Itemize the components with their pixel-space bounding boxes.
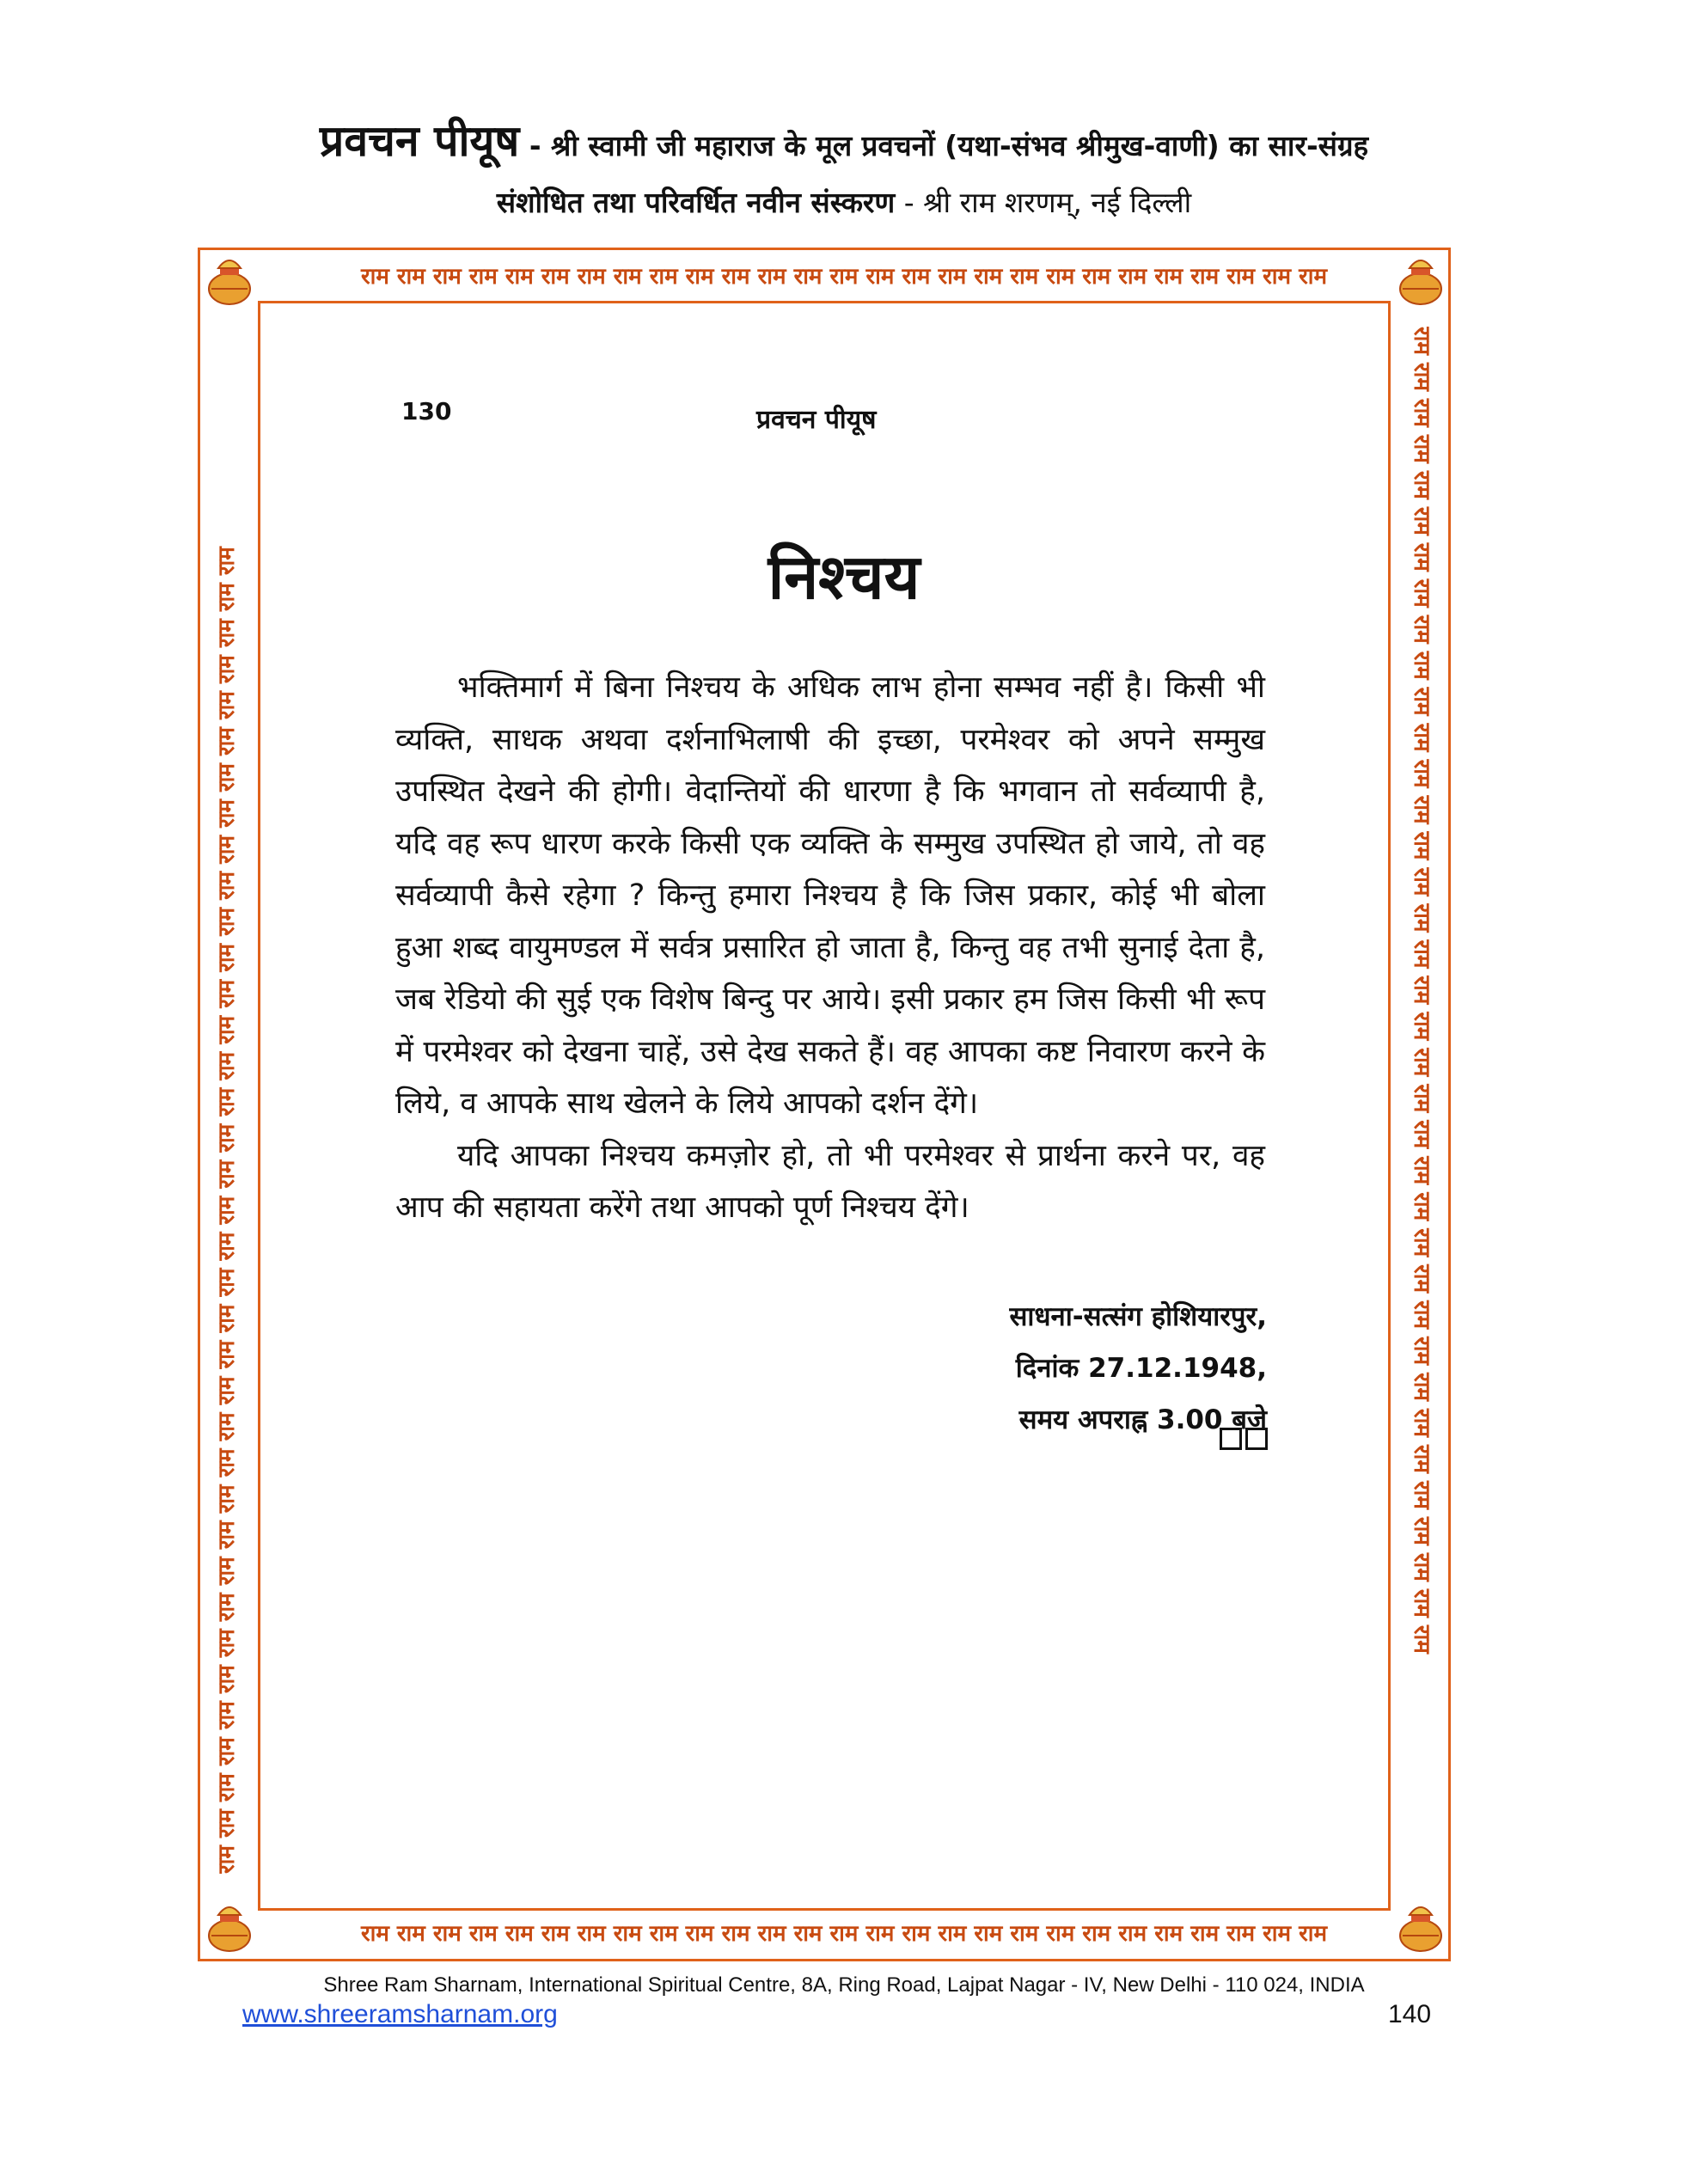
border-bottom-ram-row: राम राम राम राम राम राम राम राम राम राम राम राम राम राम राम राम राम राम राम राम राम राम राम राम राम राम राम	[360, 1921, 1328, 1947]
header-title-line	[0, 110, 1688, 168]
footer-address: Shree Ram Sharnam, International Spiritual Centre, 8A, Ring Road, Lajpat Nagar - IV, New Delhi - 110 024, INDIA	[323, 1973, 1365, 1997]
kalash-icon	[203, 251, 256, 308]
header-edition-line	[0, 182, 1688, 221]
border-right-ram-column: राम राम राम राम राम राम राम राम राम राम राम राम राम राम राम राम राम राम राम राम राम राम राम राम राम राम राम राम राम राम राम राम राम राम राम राम राम	[1409, 327, 1434, 1654]
body-text	[395, 662, 1265, 1234]
signature-date: दिनांक 27.12.1948,	[1015, 1353, 1267, 1384]
end-mark	[1216, 1428, 1268, 1453]
kalash-icon	[1394, 251, 1447, 308]
kalash-icon	[1394, 1898, 1447, 1955]
signature-time: समय अपराह्न 3.00 बजे	[1018, 1404, 1267, 1435]
publisher-label: - श्री राम शरणम्, नई दिल्ली	[895, 186, 1192, 219]
book-page-number: 130	[401, 397, 452, 425]
square-icon	[1220, 1428, 1242, 1450]
book-subtitle: - श्री स्वामी जी महाराज के मूल प्रवचनों (यथा-संभव श्रीमुख-वाणी) का सार-संग्रह	[519, 129, 1369, 162]
square-icon	[1245, 1428, 1268, 1450]
signature-block	[1009, 1291, 1267, 1446]
website-link[interactable]: www.shreeramsharnam.org	[242, 2000, 558, 2028]
border-left-ram-column: राम राम राम राम राम राम राम राम राम राम राम राम राम राम राम राम राम राम राम राम राम राम राम राम राम राम राम राम राम राम राम राम राम राम राम राम राम	[214, 547, 240, 1874]
signature-place: साधना-सत्संग होशियारपुर,	[1009, 1301, 1267, 1332]
paragraph: यदि आपका निश्चय कमज़ोर हो, तो भी परमेश्वर से प्रार्थना करने पर, वह आप की सहायता करेंगे तथा आपको पूर्ण निश्चय देंगे।	[395, 1138, 1265, 1225]
paragraph: भक्तिमार्ग में बिना निश्चय के अधिक लाभ होना सम्भव नहीं है। किसी भी व्यक्ति, साधक अथवा दर्शनाभिलाषी की इच्छा, परमेश्वर को अपने सम्मुख उपस्थित देखने की होगी। वेदान्तियों की धारणा है कि भगवान तो सर्वव्यापी है, यदि वह रूप धारण करके किसी एक व्यक्ति के सम्मुख उपस्थित हो जाये, तो वह सर्वव्यापी कैसे रहेगा ? किन्तु हमारा निश्चय है कि जिस प्रकार, कोई भी बोला हुआ शब्द वायुमण्डल में सर्वत्र प्रसारित हो जाता है, किन्तु वह तभी सुनाई देता है, जब रेडियो की सुई एक विशेष बिन्दु पर आये। इसी प्रकार हम जिस किसी भी रूप में परमेश्वर को देखना चाहें, उसे देख सकते हैं। वह आपका कष्ट निवारण करने के लिये, व आपके साथ खेलने के लिये आपको दर्शन देंगे।	[395, 670, 1265, 1121]
book-title: प्रवचन पीयूष	[319, 116, 520, 166]
pdf-page-number: 140	[1388, 2000, 1432, 2028]
border-top-ram-row: राम राम राम राम राम राम राम राम राम राम राम राम राम राम राम राम राम राम राम राम राम राम राम राम राम राम राम	[360, 264, 1328, 290]
kalash-icon	[203, 1898, 256, 1955]
running-head: प्रवचन पीयूष	[756, 405, 877, 435]
edition-label: संशोधित तथा परिवर्धित नवीन संस्करण	[496, 186, 896, 219]
chapter-title: निश्चय	[768, 541, 920, 613]
